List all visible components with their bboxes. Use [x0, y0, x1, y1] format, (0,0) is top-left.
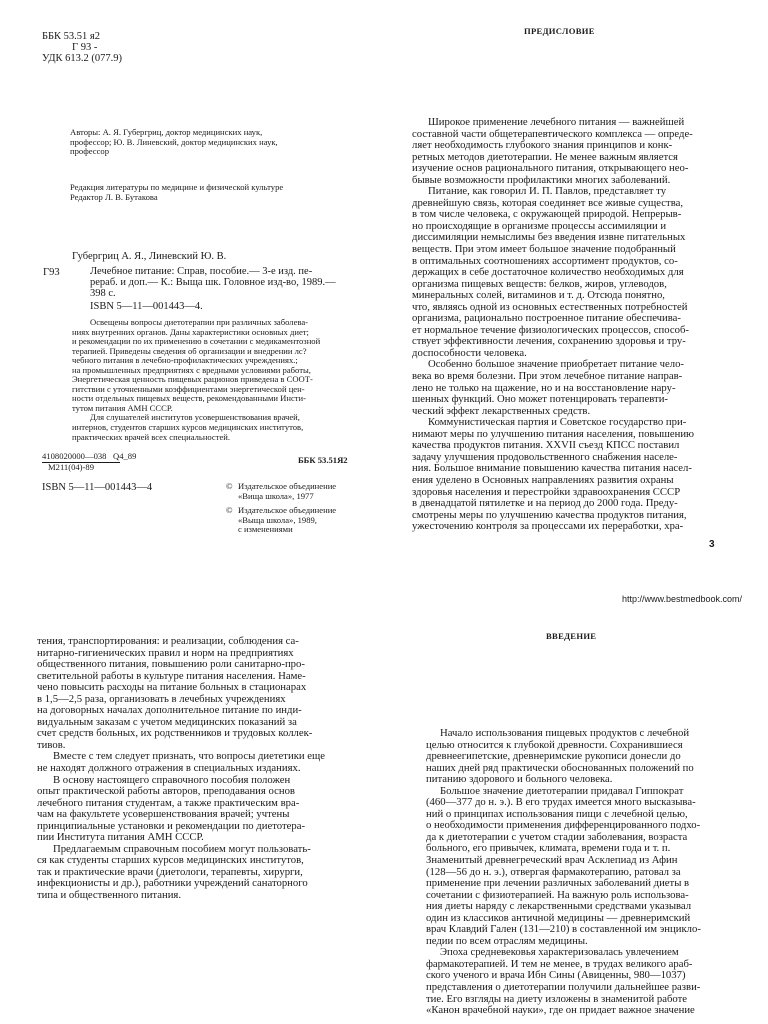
text-line: сочетании с физиотерапией. На важную роль использова- — [426, 888, 689, 901]
fraction-tail: Q4_89 — [113, 451, 137, 461]
text-line: один из классиков античной медицины — древнеримский — [426, 911, 691, 924]
abstract-line: ниях внутренних органов. Даны характеристики основных диет; — [72, 326, 309, 337]
text-line: да к диетотерапии с учетом стадии заболевания, возраста — [426, 830, 688, 843]
authors-line: профессор; Ю. В. Линевский, доктор медицинских наук, — [70, 136, 278, 147]
text-line: чам на факультете усовершенствования врачей; учтены — [37, 808, 290, 821]
copyright-line: с изменениями — [238, 524, 293, 535]
text-line: минеральных солей, витаминов и т. д. Отсюда понятно, — [412, 289, 665, 302]
abstract-line: ности отдельных пищевых веществ, рекомендованными Инсти- — [72, 393, 307, 404]
author-line: Губергриц А. Я., Линевский Ю. В. — [72, 251, 227, 262]
text-line: больного, его привычек, климата, времени года и т. п. — [426, 842, 671, 855]
text-line: ского ученого и врача Ибн Сины (Авиценны, 980—1037) — [426, 969, 686, 982]
text-line: составной части общетерапевтического комплекса — опреде- — [412, 127, 693, 140]
text-line: ния диеты наряду с лекарственными средствами указывал — [426, 900, 692, 913]
catalog-entry — [90, 267, 336, 299]
text-line: организма, рационально построенное питание обеспечива- — [412, 312, 681, 325]
abstract-line: Энергетическая ценность пищевых рационов приведена в СООТ- — [72, 374, 313, 385]
text-line: задачу улучшения продовольственного снабжения населе- — [412, 450, 678, 463]
text-line: шенных функций. Оно может потенцировать терапевти- — [412, 393, 668, 406]
introduction-heading: ВВЕДЕНИЕ — [546, 631, 597, 641]
text-line: пии Института питания АМН СССР. — [37, 831, 204, 844]
copyright-line: Издательское объединение — [238, 481, 337, 491]
text-line: о необходимости применения дифференцированного подхо- — [426, 819, 701, 832]
text-line: чено повысить расходы на питание больных в стационарах — [37, 681, 307, 694]
text-line: диссимиляции немыслимы без введения извне питательных — [412, 231, 686, 244]
copyright-line: «Вища школа», 1977 — [238, 490, 314, 501]
text-line: веществ. При этом имеет большое значение подобранный — [412, 243, 676, 256]
text-line: держащих в себе достаточное количество необходимых для — [412, 266, 684, 279]
abstract-block — [72, 318, 320, 442]
text-line: ения уделено в Основных направлениях развития охраны — [412, 473, 674, 486]
g93-code: Г 93 - — [72, 42, 98, 53]
text-line: Знаменитый древнегреческий врач Асклепиад из Афин — [426, 854, 678, 867]
text-line: но происходящие в организме процессы ассимиляции и — [412, 219, 667, 232]
text-line: века во время болезни. При этом лечебное питание направ- — [412, 370, 683, 383]
catalog-line: рераб. и доп.— К.: Выща шк. Головное изд-во, 1989.— — [90, 276, 336, 288]
text-line: в оптимальных соотношениях ассортимент продуктов, со- — [412, 254, 678, 267]
text-line: Питание, как говорил И. П. Павлов, представляет ту — [428, 185, 667, 198]
text-line: Вместе с тем следует признать, что вопросы диететики еще — [53, 750, 325, 763]
text-line: ужесточению контроля за процессами их переработки, хра- — [412, 520, 684, 533]
preface-heading: ПРЕДИСЛОВИЕ — [524, 26, 595, 36]
text-line: ний о принципах использования пищи с лечебной целью, — [426, 807, 688, 820]
abstract-line: Освещены вопросы диетотерапии при различных заболева- — [90, 317, 309, 327]
text-line: нитарно-гигиенических правил и норм на предприятиях — [37, 646, 294, 659]
text-line: качества продуктов питания. XXVII съезд КПСС поставил — [412, 439, 680, 452]
text-line: не находят должного отражения в специальных изданиях. — [37, 762, 301, 775]
editorial-line: Редактор Л. В. Бутакова — [70, 191, 158, 202]
text-line: наших дней ряд практически обоснованных положений по — [426, 761, 694, 774]
text-line: в том числе человека, с окружающей природой. Непрерыв- — [412, 208, 682, 221]
copyright-1 — [238, 482, 336, 501]
text-line: бывые возможности профилактики многих заболеваний. — [412, 173, 671, 186]
fraction-top: 4108020000—038 — [42, 451, 107, 461]
text-line: ет нормальное течение физиологических процессов, способ- — [412, 323, 689, 336]
abstract-line: гитствии с уточненными коэффициентами энергетической цен- — [72, 383, 305, 394]
text-line: В основу настоящего справочного пособия положен — [53, 773, 291, 786]
text-line: светительной работы в культуре питания населения. Наме- — [37, 669, 306, 682]
text-line: Особенно большое значение приобретает питание чело- — [428, 358, 684, 371]
text-line: врач Клавдий Гален (131—210) в составленной им энцикло- — [426, 923, 701, 936]
text-line: тие. Его взгляды на диету изложены в знаменитой работе — [426, 992, 688, 1005]
editorial-line: Редакция литературы по медицине и физической культуре — [70, 182, 284, 192]
preface-body — [412, 117, 694, 533]
text-line: Широкое применение лечебного питания — важнейшей — [428, 116, 685, 128]
source-url: http://www.bestmedbook.com/ — [622, 594, 743, 604]
text-line: общественного питания, повышению роли санитарно-про- — [37, 658, 305, 671]
text-line: ретных методов диетотерапии. Не менее важным является — [412, 150, 678, 163]
text-line: лено не только на щажение, но и на восстановление нару- — [412, 381, 676, 394]
text-line: здоровья населения и перестройки здравоохранения СССР — [412, 485, 681, 498]
page-number: 3 — [709, 539, 715, 550]
text-line: смотрены меры по улучшению качества продуктов питания, — [412, 508, 687, 521]
text-line: Предлагаемым справочным пособием могут пользовать- — [53, 842, 311, 855]
text-line: лечебного питания студентам, а также практическим вра- — [37, 796, 300, 809]
text-line: доспособности человека. — [412, 346, 527, 359]
text-line: так и практические врачи (диетологи, терапевты, хирурги, — [37, 865, 303, 878]
authors-line: Авторы: А. Я. Губергриц, доктор медицинских наук, — [70, 127, 263, 137]
bbk-right: ББК 53.51Я2 — [298, 455, 348, 465]
authors-block — [70, 128, 278, 157]
abstract-line: интернов, студентов старших курсов медицинских институтов, — [72, 422, 304, 433]
catalog-line: Лечебное питание: Справ, пособие.— 3-е изд. пе- — [90, 266, 313, 277]
text-line: (128—56 до н. э.), отвергая фармакотерапию, ратовал за — [426, 865, 681, 878]
abstract-line: терапией. Приведены сведения об организации и внедрении лс? — [72, 345, 307, 356]
continuation-body — [37, 636, 325, 902]
isbn-bottom: ISBN 5—11—001443—4 — [42, 482, 153, 493]
copyright-line: Издательское объединение — [238, 505, 337, 515]
text-line: организма пищевых веществ: белков, жиров, углеводов, — [412, 277, 667, 290]
text-line: «Канон врачебной науки», где он придает важное значение — [426, 1004, 695, 1017]
text-line: ческий эффект лекарственных средств. — [412, 404, 591, 417]
text-line: ся как студенты старших курсов медицинских институтов, — [37, 854, 304, 867]
catalog-code: Г93 — [43, 267, 60, 278]
abstract-line: чебного питания в лечебно-профилактических учреждениях.; — [72, 355, 298, 366]
text-line: изучение основ рационального питания, открывающего нео- — [412, 162, 689, 175]
text-line: ния. Большое внимание повышению качества питания насел- — [412, 462, 692, 475]
text-line: Большое значение диетотерапии придавал Гиппократ — [440, 784, 684, 797]
text-line: древнеегипетские, древнеримские рукописи донесли до — [426, 750, 681, 763]
fraction-bottom: М211(04)-89 — [48, 462, 94, 472]
copyright-2 — [238, 506, 336, 535]
abstract-line: Для слушателей институтов усовершенствования врачей, — [90, 412, 300, 423]
isbn-entry: ISBN 5—11—001443—4. — [90, 301, 203, 312]
text-line: типа и общественного питания. — [37, 889, 182, 902]
bbk-code: ББК 53.51 я2 — [42, 31, 101, 42]
editorial-block — [70, 183, 283, 202]
text-line: представления о диетотерапии получили дальнейшее разви- — [426, 981, 701, 994]
text-line: древнейшую связь, которая соединяет все живые существа, — [412, 196, 684, 209]
text-line: счет средств больных, их родственников и трудовых коллек- — [37, 727, 313, 740]
text-line: видуальным заказам с учетом медицинских показаний за — [37, 715, 297, 728]
text-line: нимают меры по улучшению питания населения, повышению — [412, 427, 695, 440]
text-line: (460—377 до н. э.). В его трудах имеется много высказыва- — [426, 796, 696, 809]
copyright-symbol: © — [226, 505, 233, 515]
text-line: инфекционисты и др.), работники учреждений санаторного — [37, 877, 308, 890]
text-line: применение при лечении различных заболеваний диеты в — [426, 877, 690, 890]
text-line: на договорных началах дополнительное питание по инди- — [37, 704, 302, 717]
text-line: Коммунистическая партия и Советское государство при- — [428, 416, 687, 429]
text-line: ляет необходимость глубокого знания принципов и конк- — [412, 139, 673, 152]
text-line: целью относится к глубокой древности. Сохранившиеся — [426, 738, 683, 751]
abstract-line: практических врачей всех специальностей. — [72, 431, 231, 442]
text-line: в двенадцатой пятилетке и на период до 2000 года. Преду- — [412, 497, 678, 510]
text-line: Эпоха средневековья характеризовалась увлечением — [440, 946, 679, 959]
text-line: фармакотерапией. И тем не менее, в трудах великого араб- — [426, 957, 693, 970]
copyright-line: «Выща школа», 1989, — [238, 514, 317, 525]
authors-line: профессор — [70, 146, 110, 157]
abstract-line: на промышленных предприятиях с вредными условиями работы, — [72, 364, 311, 375]
udk-code: УДК 613.2 (077.9) — [42, 53, 123, 64]
catalog-line: 398 с. — [90, 287, 116, 299]
abstract-line: и рекомендации по их применению в сочетании с медикаментозной — [72, 336, 321, 347]
text-line: ствует эффективности лечения, сохранению здоровья и тру- — [412, 335, 686, 348]
text-line: что, являясь одной из основных естественных потребностей — [412, 300, 688, 313]
text-line: принципиальные установки и рекомендации по диетотера- — [37, 819, 306, 832]
introduction-body — [426, 728, 701, 1017]
abstract-line: тутом питания АМН СССР. — [72, 402, 173, 413]
text-line: питанию здорового и больного человека. — [426, 773, 613, 786]
text-line: в 1,5—2,5 раза, организовать в лечебных учреждениях — [37, 692, 286, 705]
text-line: тения, транспортирования: и реализации, соблюдения са- — [37, 635, 299, 647]
text-line: педии по всем отраслям медицины. — [426, 934, 588, 947]
text-line: опыт практической работы авторов, преподавания основ — [37, 785, 295, 798]
text-line: Начало использования пищевых продуктов с лечебной — [440, 727, 690, 739]
copyright-symbol: © — [226, 481, 233, 491]
text-line: тивов. — [37, 738, 66, 751]
